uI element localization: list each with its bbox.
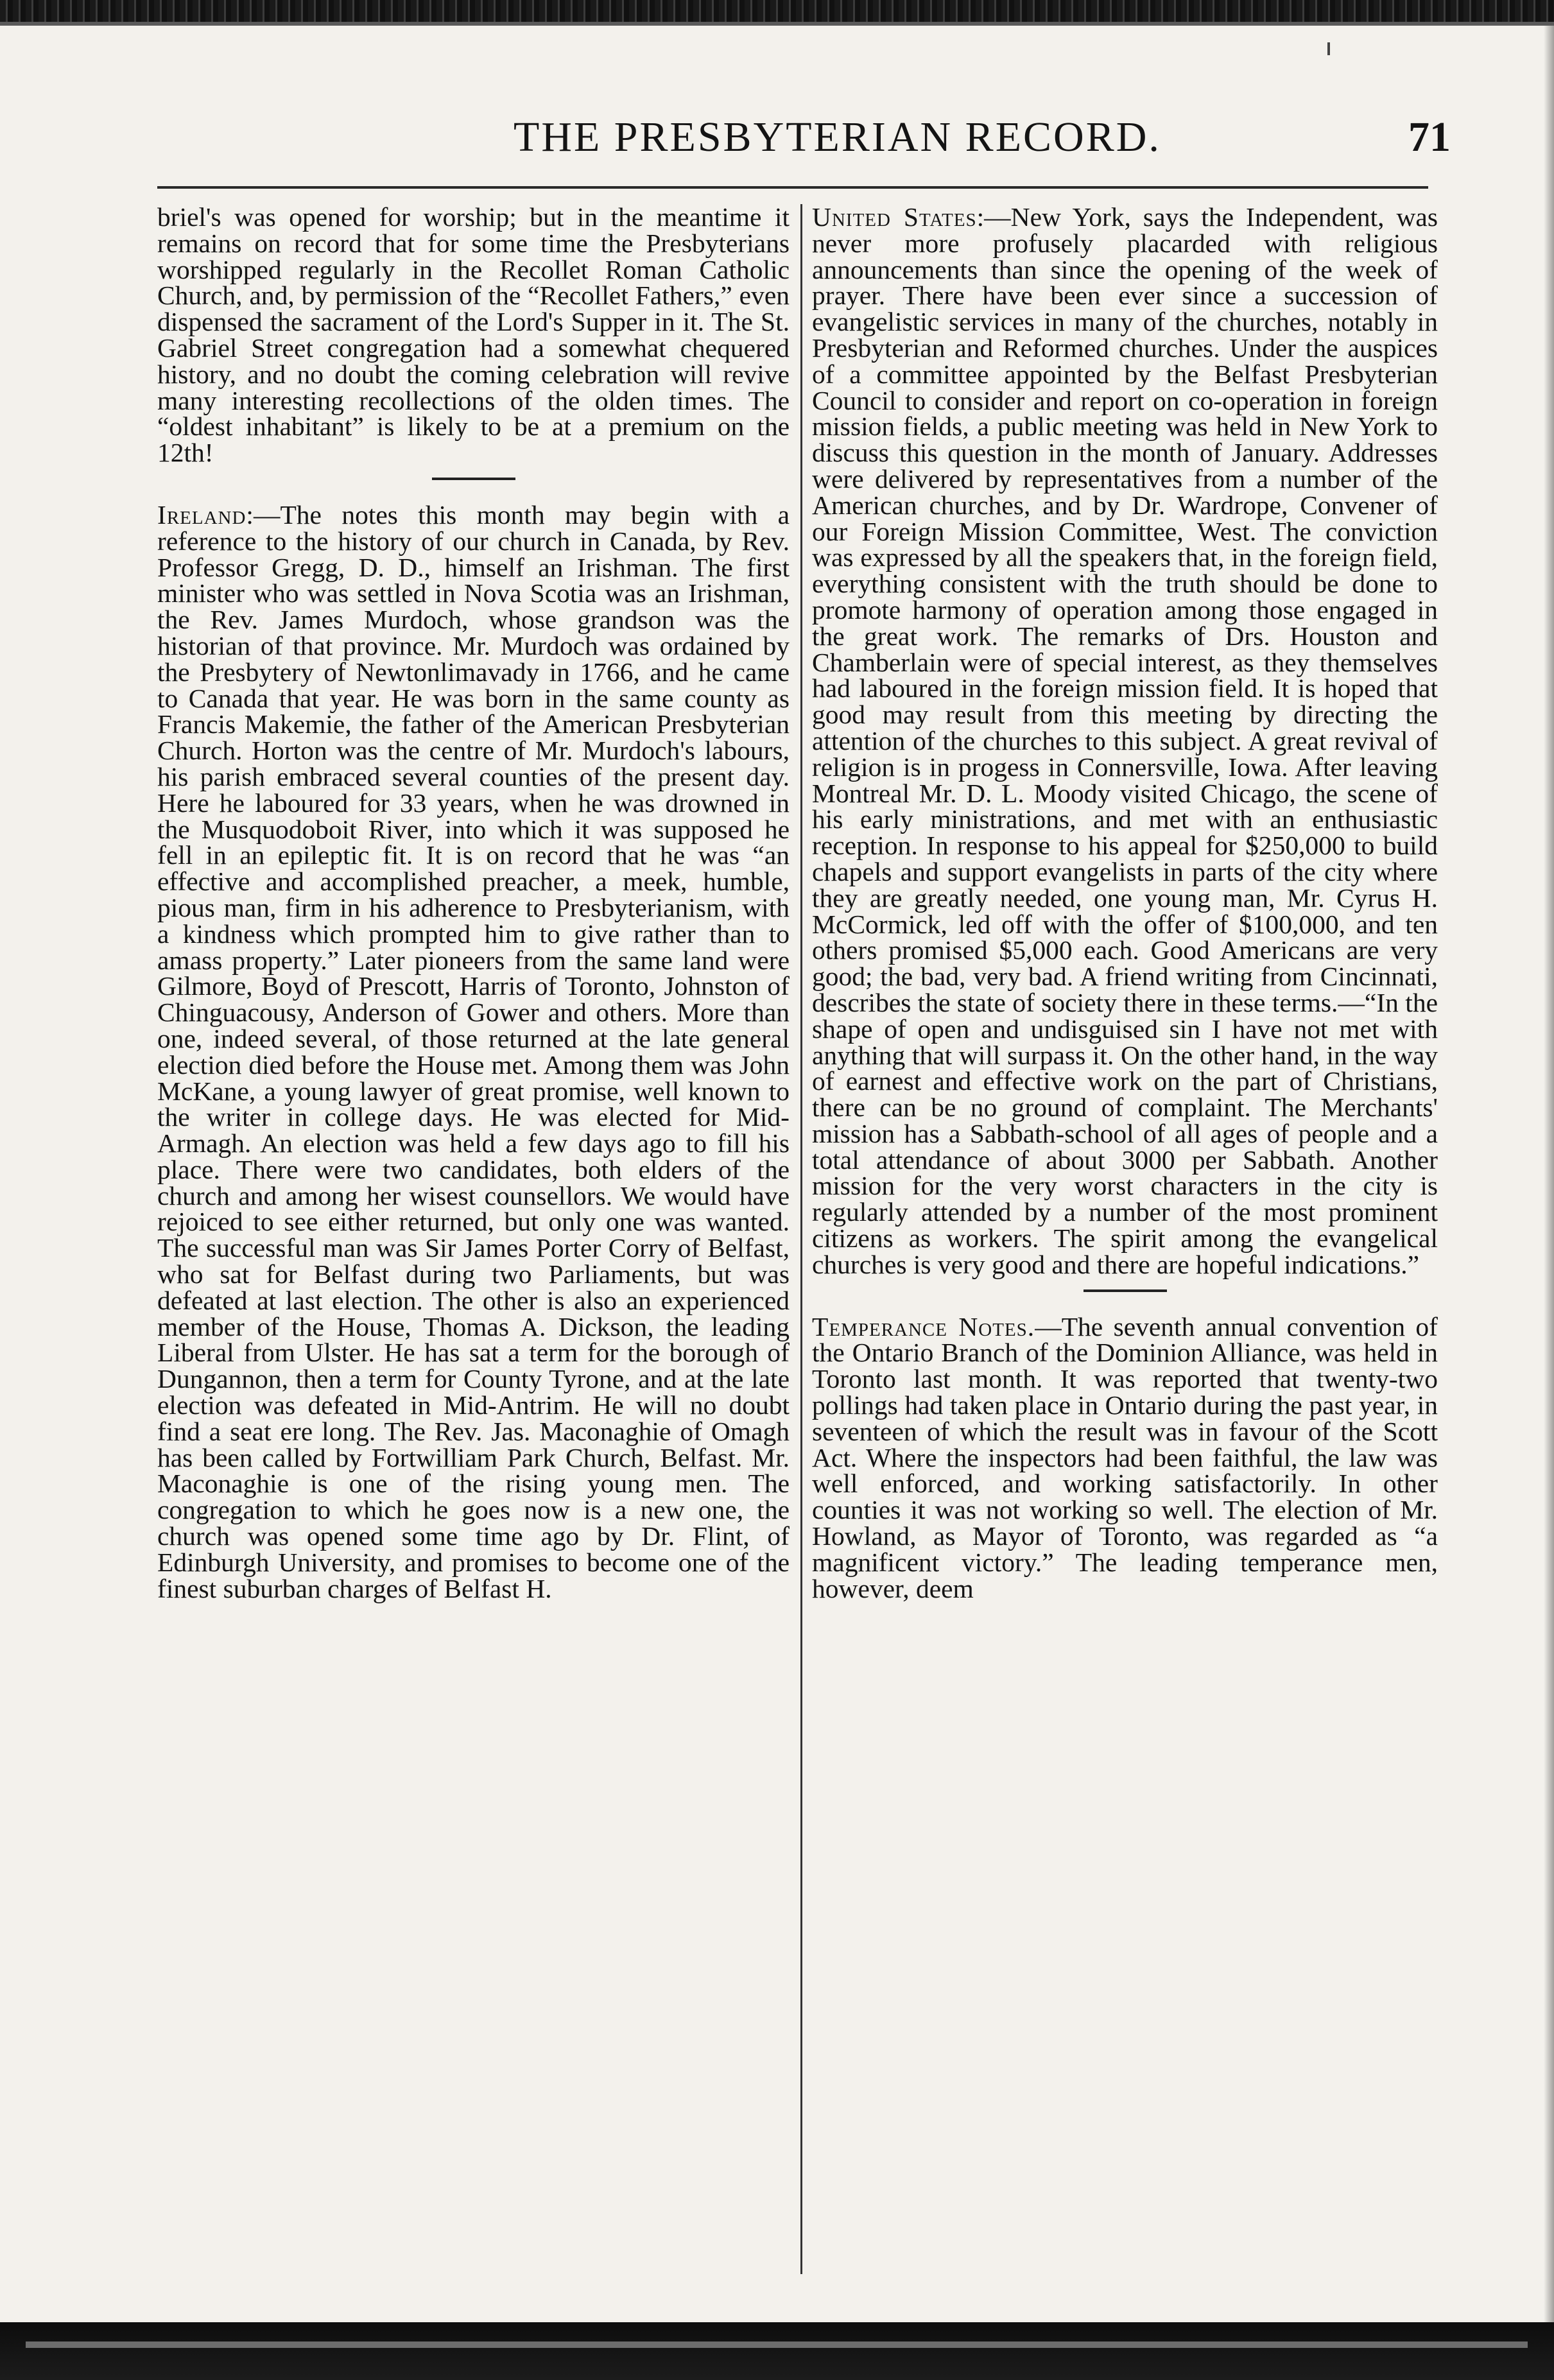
page-header [148, 113, 1451, 171]
section-separator [432, 478, 515, 480]
ireland-text: :—The notes this month may begin with a reference to the history of our church in Canada, by Rev. Professor Gregg, D. D., himself an Irishman. The first minister who was settled in Nova Scotia was an Irishman, the Rev. James Murdoch, whose grandson was the historian of that province. Mr. Murdoch was ordained by the Presbytery of Newtonlimavady in 1766, and he came to Canada that year. He was born in the same county as Francis Makemie, the father of the American Presbyterian Church. Horton was the centre of Mr. Murdoch's labours, his parish embraced several counties of the present day. Here he laboured for 33 years, when he was drowned in the Musquodoboit River, into which it was supposed he fell in an epileptic fit. It is on record that he was “an effective and accomplished preacher, a meek, humble, pious man, firm in his adherence to Presbyterianism, with a kindness which prompted him to give rather than to amass property.” Later pioneers from the same land were Gilmore, Boyd of Prescott, Harris of Toronto, Johnston of Chinguacousy, Anderson of Gower and others. More than one, indeed several, of those returned at the late general election died before the House met. Among them was John McKane, a young lawyer of great promise, well known to the writer in college days. He was elected for Mid-Armagh. An election was held a few days ago to fill his place. There were two candidates, both elders of the church and among her wisest counsellors. We would have rejoiced to see either returned, but only one was wanted. The successful man was Sir James Porter Corry of Belfast, who sat for Belfast during two Parliaments, but was defeated at last election. The other is also an experienced member of the House, Thomas A. Dickson, the leading Liberal from Ulster. He has sat a term for the borough of Dungannon, then a term for County Tyrone, and at the late election was defeated in Mid-Antrim. He will no doubt find a seat ere long. The Rev. Jas. Maconaghie of Omagh has been called by Fortwilliam Park Church, Belfast. Mr. Maconaghie is one of the rising young men. The congregation to which he goes now is a new one, the church was opened some time ago by Dr. Flint, of Edinburgh University, and promises to become one of the finest suburban charges of Belfast H. [157, 499, 790, 1603]
scan-top-border [0, 0, 1554, 22]
left-column [157, 204, 790, 1601]
united-states-heading: United States [812, 202, 977, 232]
united-states-text: :—New York, says the Independent, was never more profusely placarded with religious announcements than since the opening of the week of prayer. There have been ever since a succession of evangelistic services in many of the churches, notably in Presbyterian and Reformed churches. Under the auspices of a committee appointed by the Belfast Presbyterian Council to consider and report on co-operation in foreign mission fields, a public meeting was held in New York to discuss this question in the month of January. Addresses were delivered by representatives from a number of the American churches, and by Dr. Wardrope, Convener of our Foreign Mission Committee, West. The conviction was expressed by all the speakers that, in the foreign field, everything consistent with the truth should be done to promote harmony of operation among those engaged in the great work. The remarks of Drs. Houston and Chamberlain were of special interest, as they themselves had laboured in the foreign mission field. It is hoped that good may result from this meeting by directing the attention of the churches to this subject. A great revival of religion is in progess in Connersville, Iowa. After leaving Montreal Mr. D. L. Moody visited Chicago, the scene of his early ministrations, and met with an enthusiastic reception. In response to his appeal for $250,000 to build chapels and support evangelists in parts of the city where they are greatly needed, one young man, Mr. Cyrus H. McCormick, led off with the offer of $100,000, and ten others promised $5,000 each. Good Americans are very good; the bad, very bad. A friend writing from Cincinnati, describes the state of society there in these terms.—“In the shape of open and undisguised sin I have not met with anything that will surpass it. On the other hand, in the way of earnest and effective work on the part of Christians, there can be no ground of complaint. The Merchants' mission has a Sabbath-school of all ages of people and a total attendance of about 3000 per Sabbath. Another mission for the very worst characters in the city is regularly attended by a number of the most prominent citizens as workers. The spirit among the evangelical churches is very good and there are hopeful indications.” [812, 202, 1438, 1279]
right-column [812, 204, 1438, 1601]
gabriel-street-paragraph: briel's was opened for worship; but in the meantime it remains on record that for some time the Presbyterians worshipped regularly in the Recollet Roman Catholic Church, and, by permission of the “Recollet Fathers,” even dispensed the sacrament of the Lord's Supper in it. The St. Gabriel Street congregation had a somewhat chequered history, and no doubt the coming celebration will revive many interesting recollections of the olden times. The “oldest inhabitant” is likely to be at a premium on the 12th! [157, 202, 790, 468]
scan-edge-shadow [1544, 26, 1554, 2322]
page-number: 71 [1408, 114, 1451, 160]
temperance-paragraph [812, 1311, 1438, 1603]
united-states-paragraph [812, 204, 1438, 1278]
ireland-paragraph [157, 499, 790, 1603]
temperance-text: —The seventh annual convention of the Ontario Branch of the Dominion Alliance, was held in Toronto last month. It was reported that twenty-two pollings had taken place in Ontario during the past year, in seventeen of which the result was in favour of the Scott Act. Where the inspectors had been faithful, the law was well enforced, and working satisfactorily. In other counties it was not working so well. The election of Mr. Howland, as Mayor of Toronto, was regarded as “a magnificent victory.” The leading temperance men, however, deem [812, 1311, 1438, 1603]
scan-bottom-border [0, 2322, 1554, 2380]
section-separator [1083, 1289, 1167, 1292]
scan-tick-mark [1327, 42, 1330, 55]
running-title: THE PRESBYTERIAN RECORD. [514, 114, 1161, 160]
ireland-heading: Ireland [157, 499, 246, 530]
header-rule [157, 186, 1428, 189]
column-divider [800, 204, 802, 2274]
temperance-heading: Temperance Notes. [812, 1311, 1035, 1341]
scan-bottom-highlight [26, 2341, 1528, 2348]
scan-top-rule [0, 22, 1554, 26]
